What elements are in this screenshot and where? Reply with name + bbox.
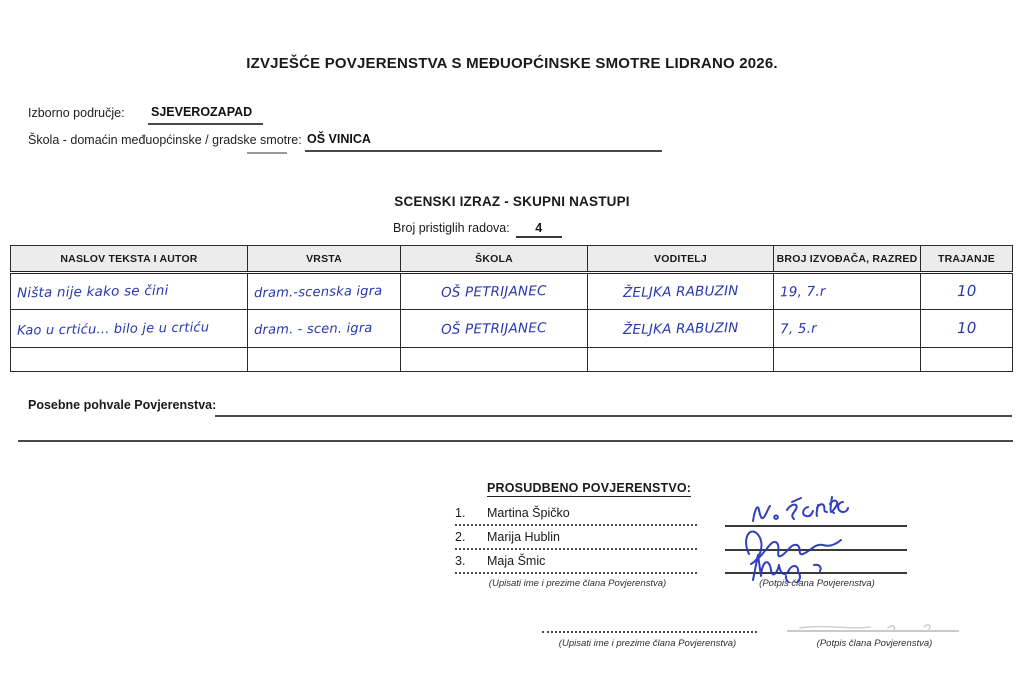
table-header-row bbox=[11, 246, 1013, 273]
table-row-empty bbox=[11, 348, 1013, 372]
label-underline-fragment bbox=[247, 152, 287, 154]
signature-3-scribble bbox=[753, 555, 821, 583]
col-header-broj-izvodjaca: BROJ IZVOĐAČA, RAZRED bbox=[774, 246, 921, 273]
region-underline bbox=[148, 123, 263, 125]
entry-leader-handwritten: ŽELJKA RABUZIN bbox=[622, 319, 739, 338]
entry-type-handwritten: dram. - scen. igra bbox=[253, 320, 373, 338]
member-name: Maja Šmic bbox=[487, 554, 546, 568]
faint-signature-mark bbox=[795, 617, 955, 631]
member-name-dotted-line bbox=[455, 524, 697, 526]
entry-performers-handwritten: 19, 7.r bbox=[779, 283, 826, 300]
committee-heading: PROSUDBENO POVJERENSTVO: bbox=[487, 481, 692, 495]
col-header-vrsta: VRSTA bbox=[248, 246, 401, 273]
entry-school-handwritten: OŠ PETRIJANEC bbox=[441, 319, 547, 338]
col-header-voditelj: VODITELJ bbox=[588, 246, 774, 273]
submissions-count-row bbox=[393, 221, 562, 238]
member-number: 3. bbox=[455, 554, 466, 568]
entry-title-handwritten: Ništa nije kako se čini bbox=[16, 282, 169, 301]
commendations-line-1 bbox=[215, 415, 1012, 417]
entry-type-handwritten: dram.-scenska igra bbox=[253, 283, 383, 301]
extra-member-dotted-line bbox=[542, 631, 757, 633]
host-school-field-value: OŠ VINICA bbox=[307, 132, 371, 146]
entry-school-handwritten: OŠ PETRIJANEC bbox=[441, 282, 547, 301]
table-row bbox=[11, 310, 1013, 348]
entry-performers-handwritten: 7, 5.r bbox=[779, 320, 817, 337]
col-header-naslov: NASLOV TEKSTA I AUTOR bbox=[11, 246, 248, 273]
submissions-count-label: Broj pristiglih radova: bbox=[393, 221, 510, 235]
member-number: 1. bbox=[455, 506, 466, 520]
entry-leader-handwritten: ŽELJKA RABUZIN bbox=[622, 282, 739, 301]
entry-duration-handwritten: 10 bbox=[956, 318, 977, 338]
region-field-value: SJEVEROZAPAD bbox=[151, 105, 253, 119]
col-header-trajanje: TRAJANJE bbox=[921, 246, 1013, 273]
host-school-field-label: Škola - domaćin međuopćinske / gradske smotre: bbox=[28, 133, 302, 147]
signature-1-scribble bbox=[753, 497, 848, 521]
extra-signature-caption: (Potpis člana Povjerenstva) bbox=[816, 638, 933, 649]
member-name-dotted-line bbox=[455, 548, 697, 550]
member-name: Marija Hublin bbox=[487, 530, 560, 544]
signature-2-scribble bbox=[746, 531, 841, 564]
names-caption: (Upisati ime i prezime člana Povjerenstva) bbox=[488, 578, 667, 589]
table-row bbox=[11, 273, 1013, 310]
member-number: 2. bbox=[455, 530, 466, 544]
member-name: Martina Špičko bbox=[487, 506, 570, 520]
entry-duration-handwritten: 10 bbox=[956, 281, 977, 301]
signature-caption: (Potpis člana Povjerenstva) bbox=[759, 578, 875, 589]
signatures-ink-overlay bbox=[715, 488, 925, 583]
region-field-label: Izborno područje: bbox=[28, 106, 125, 120]
commendations-line-2 bbox=[18, 440, 1013, 442]
submissions-count-value: 4 bbox=[516, 221, 562, 238]
document-title: IZVJEŠĆE POVJERENSTVA S MEĐUOPĆINSKE SMOTRE LIDRANO 2026. bbox=[246, 55, 778, 72]
results-table bbox=[10, 245, 1013, 372]
extra-names-caption: (Upisati ime i prezime člana Povjerenstva) bbox=[558, 638, 737, 649]
col-header-skola: ŠKOLA bbox=[401, 246, 588, 273]
special-commendations-label: Posebne pohvale Povjerenstva: bbox=[28, 398, 217, 412]
section-title: SCENSKI IZRAZ - SKUPNI NASTUPI bbox=[394, 194, 630, 209]
entry-title-handwritten: Kao u crtiću... bilo je u crtiću bbox=[16, 319, 210, 339]
member-name-dotted-line bbox=[455, 572, 697, 574]
host-school-underline bbox=[305, 150, 662, 152]
